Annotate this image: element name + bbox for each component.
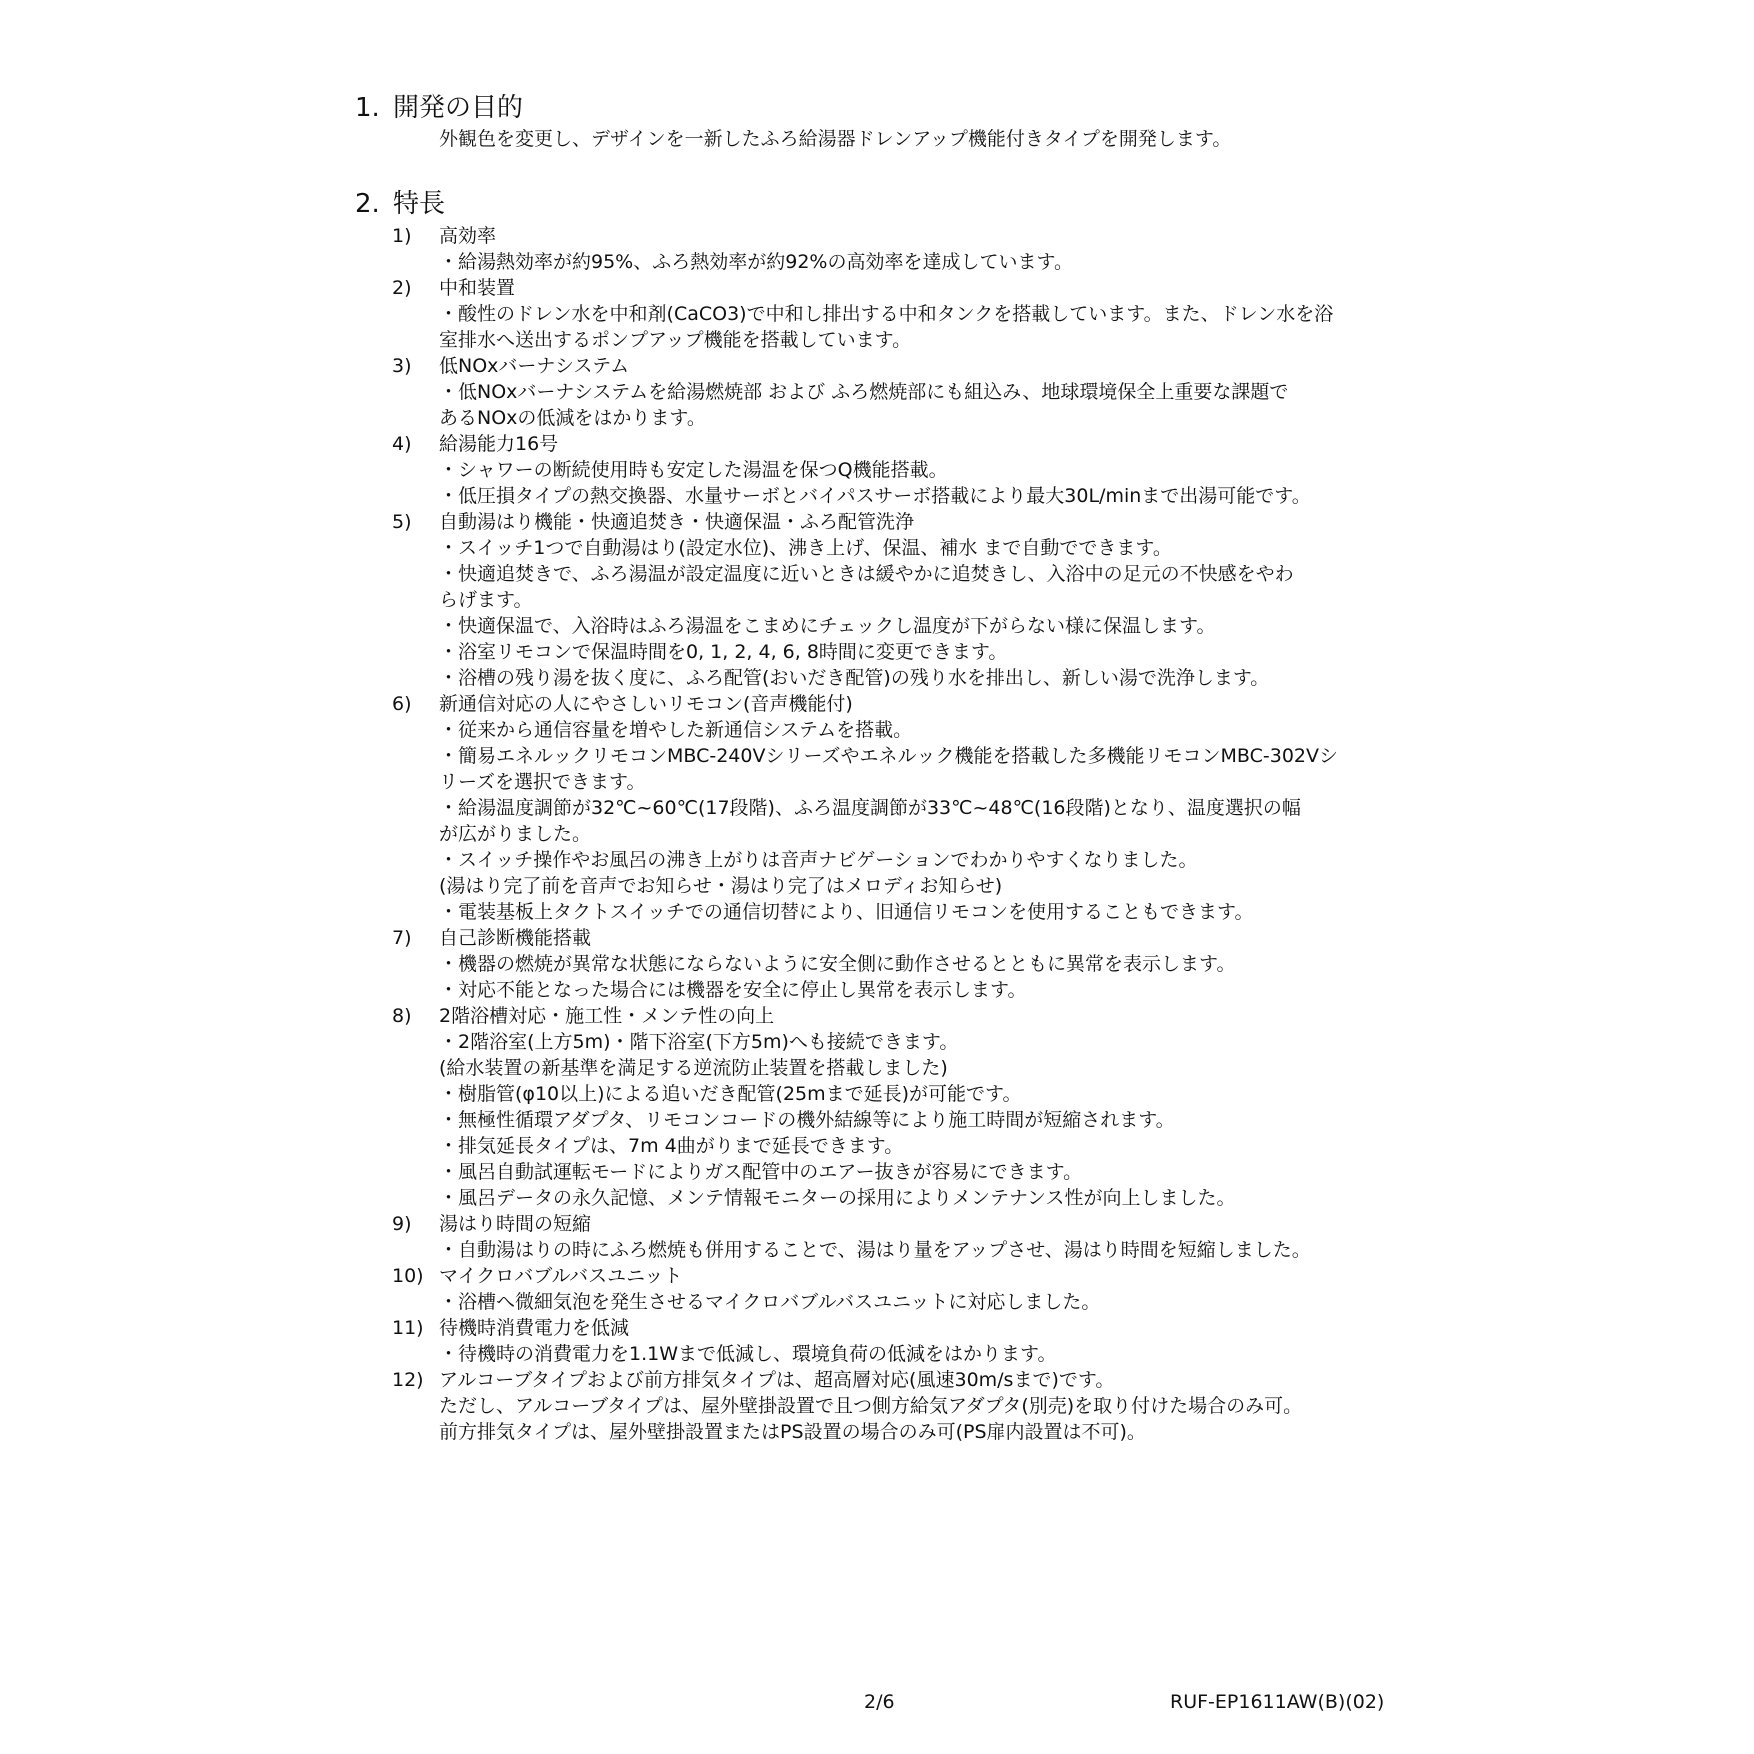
section-1-heading [355, 92, 523, 124]
feature-item-line: らげます。 [439, 589, 533, 611]
feature-item-line: ・給湯熱効率が約95%、ふろ熱効率が約92%の高効率を達成しています。 [439, 251, 1073, 273]
section-1-number: 1. [355, 93, 380, 123]
feature-item-number: 7) [392, 927, 412, 949]
feature-item-line: (給水装置の新基準を満足する逆流防止装置を搭載しました) [439, 1057, 948, 1079]
feature-item [392, 223, 1422, 275]
feature-item-heading [392, 1263, 1422, 1289]
feature-item-number: 10) [392, 1265, 424, 1287]
feature-item-heading [392, 223, 1422, 249]
feature-item-number: 5) [392, 511, 412, 533]
feature-item [392, 1003, 1422, 1211]
feature-item-title: 新通信対応の人にやさしいリモコン(音声機能付) [439, 693, 853, 715]
feature-item-line: ・風呂自動試運転モードによりガス配管中のエアー抜きが容易にできます。 [439, 1161, 1083, 1183]
feature-item-line: 室排水へ送出するポンプアップ機能を搭載しています。 [439, 329, 912, 351]
feature-item-heading [392, 275, 1422, 301]
feature-item-line: 前方排気タイプは、屋外壁掛設置またはPS設置の場合のみ可(PS扉内設置は不可)。 [439, 1421, 1146, 1443]
feature-item-line: ・酸性のドレン水を中和剤(CaCO3)で中和し排出する中和タンクを搭載しています。また、ドレン水を浴 [439, 303, 1334, 325]
feature-item-line: ・2階浴室(上方5m)・階下浴室(下方5m)へも接続できます。 [439, 1031, 959, 1053]
section-2-heading [355, 188, 445, 220]
feature-item-body [439, 301, 1422, 353]
feature-item-heading [392, 1211, 1422, 1237]
feature-item-heading [392, 1367, 1422, 1393]
feature-item-line: あるNOxの低減をはかります。 [439, 407, 706, 429]
section-1-title: 開発の目的 [393, 93, 524, 123]
feature-item [392, 1211, 1422, 1263]
document-id: RUF-EP1611AW(B)(02) [1170, 1691, 1385, 1713]
feature-item-number: 8) [392, 1005, 412, 1027]
feature-item-number: 6) [392, 693, 412, 715]
feature-item-body [439, 1393, 1422, 1445]
feature-item-line: ・排気延長タイプは、7m 4曲がりまで延長できます。 [439, 1135, 904, 1157]
feature-item-line: ・機器の燃焼が異常な状態にならないように安全側に動作させるとともに異常を表示します。 [439, 953, 1236, 975]
section-2-title: 特長 [393, 189, 446, 219]
feature-item-body [439, 1029, 1422, 1211]
feature-item-heading [392, 1003, 1422, 1029]
feature-item-number: 1) [392, 225, 412, 247]
feature-item-title: 中和装置 [439, 277, 516, 299]
feature-item-title: 湯はり時間の短縮 [439, 1213, 592, 1235]
feature-item-number: 4) [392, 433, 412, 455]
feature-item-title: 2階浴槽対応・施工性・メンテ性の向上 [439, 1005, 775, 1027]
feature-item-heading [392, 353, 1422, 379]
feature-item-line: ただし、アルコーブタイプは、屋外壁掛設置で且つ側方給気アダプタ(別売)を取り付けた場合のみ可。 [439, 1395, 1303, 1417]
feature-item-line: ・シャワーの断続使用時も安定した湯温を保つQ機能搭載。 [439, 459, 948, 481]
feature-item-heading [392, 1315, 1422, 1341]
feature-item-title: 高効率 [439, 225, 497, 247]
feature-item-number: 2) [392, 277, 412, 299]
feature-item [392, 275, 1422, 353]
feature-item-line: ・自動湯はりの時にふろ燃焼も併用することで、湯はり量をアップさせ、湯はり時間を短縮しました。 [439, 1239, 1311, 1261]
page-number: 2/6 [864, 1691, 895, 1713]
feature-item [392, 1367, 1422, 1445]
feature-item-title: 低NOxバーナシステム [439, 355, 630, 377]
feature-item-body [439, 535, 1422, 691]
feature-item-heading [392, 691, 1422, 717]
feature-item [392, 1263, 1422, 1315]
feature-item [392, 509, 1422, 691]
feature-item-title: アルコーブタイプおよび前方排気タイプは、超高層対応(風速30m/sまで)です。 [439, 1369, 1115, 1391]
feature-item-line: ・低圧損タイプの熱交換器、水量サーボとバイパスサーボ搭載により最大30L/minまで出湯可能です。 [439, 485, 1311, 507]
feature-item-heading [392, 925, 1422, 951]
feature-item-line: ・快適保温で、入浴時はふろ湯温をこまめにチェックし温度が下がらない様に保温します。 [439, 615, 1216, 637]
feature-item [392, 431, 1422, 509]
feature-item-number: 3) [392, 355, 412, 377]
feature-item-title: 待機時消費電力を低減 [439, 1317, 630, 1339]
feature-item-line: ・樹脂管(φ10以上)による追いだき配管(25mまで延長)が可能です。 [439, 1083, 1022, 1105]
feature-item-number: 11) [392, 1317, 424, 1339]
feature-item-line: (湯はり完了前を音声でお知らせ・湯はり完了はメロディお知らせ) [439, 875, 1003, 897]
feature-item-number: 9) [392, 1213, 412, 1235]
feature-item-body [439, 379, 1422, 431]
feature-item-line: ・快適追焚きで、ふろ湯温が設定温度に近いときは緩やかに追焚きし、入浴中の足元の不快感をやわ [439, 563, 1294, 585]
feature-item-line: ・スイッチ1つで自動湯はり(設定水位)、沸き上げ、保温、補水 まで自動でできます。 [439, 537, 1172, 559]
feature-item-body [439, 951, 1422, 1003]
section-1-body: 外観色を変更し、デザインを一新したふろ給湯器ドレンアップ機能付きタイプを開発します。 [439, 128, 1232, 150]
feature-item-line: ・待機時の消費電力を1.1Wまで低減し、環境負荷の低減をはかります。 [439, 1343, 1057, 1365]
feature-item-line: ・無極性循環アダプタ、リモコンコードの機外結線等により施工時間が短縮されます。 [439, 1109, 1175, 1131]
feature-item-body [439, 1237, 1422, 1263]
feature-item-line: ・スイッチ操作やお風呂の沸き上がりは音声ナビゲーションでわかりやすくなりました。 [439, 849, 1198, 871]
feature-item-line: が広がりました。 [439, 823, 592, 845]
feature-item [392, 1315, 1422, 1367]
feature-item-line: ・浴槽の残り湯を抜く度に、ふろ配管(おいだき配管)の残り水を排出し、新しい湯で洗浄します。 [439, 667, 1270, 689]
feature-item-line: ・対応不能となった場合には機器を安全に停止し異常を表示します。 [439, 979, 1027, 1001]
feature-item-title: 自動湯はり機能・快適追焚き・快適保温・ふろ配管洗浄 [439, 511, 915, 533]
feature-item-body [439, 249, 1422, 275]
feature-item-body [439, 1289, 1422, 1315]
feature-item [392, 925, 1422, 1003]
feature-item-title: 自己診断機能搭載 [439, 927, 592, 949]
feature-item-heading [392, 431, 1422, 457]
feature-item-number: 12) [392, 1369, 424, 1391]
feature-item-body [439, 1341, 1422, 1367]
feature-item-title: マイクロバブルバスユニット [439, 1265, 683, 1287]
feature-item-line: ・簡易エネルックリモコンMBC-240Vシリーズやエネルック機能を搭載した多機能リモコンMBC-302Vシ [439, 745, 1339, 767]
section-2-number: 2. [355, 189, 380, 219]
feature-item-line: ・風呂データの永久記憶、メンテ情報モニターの採用によりメンテナンス性が向上しました。 [439, 1187, 1236, 1209]
feature-item-body [439, 717, 1422, 925]
feature-item-body [439, 457, 1422, 509]
feature-item-title: 給湯能力16号 [439, 433, 559, 455]
feature-item-line: ・浴室リモコンで保温時間を0, 1, 2, 4, 6, 8時間に変更できます。 [439, 641, 1008, 663]
feature-item-line: ・給湯温度調節が32℃~60℃(17段階)、ふろ温度調節が33℃~48℃(16段階)となり、温度選択の幅 [439, 797, 1301, 819]
feature-item-line: ・従来から通信容量を増やした新通信システムを搭載。 [439, 719, 913, 741]
feature-item [392, 353, 1422, 431]
feature-item-line: ・電装基板上タクトスイッチでの通信切替により、旧通信リモコンを使用することもできます。 [439, 901, 1254, 923]
feature-item [392, 691, 1422, 925]
feature-item-line: ・低NOxバーナシステムを給湯燃焼部 および ふろ燃焼部にも組込み、地球環境保全上重要な課題で [439, 381, 1289, 403]
feature-item-line: ・浴槽へ微細気泡を発生させるマイクロバブルバスユニットに対応しました。 [439, 1291, 1101, 1313]
feature-list [392, 223, 1422, 1445]
feature-item-heading [392, 509, 1422, 535]
feature-item-line: リーズを選択できます。 [439, 771, 646, 793]
